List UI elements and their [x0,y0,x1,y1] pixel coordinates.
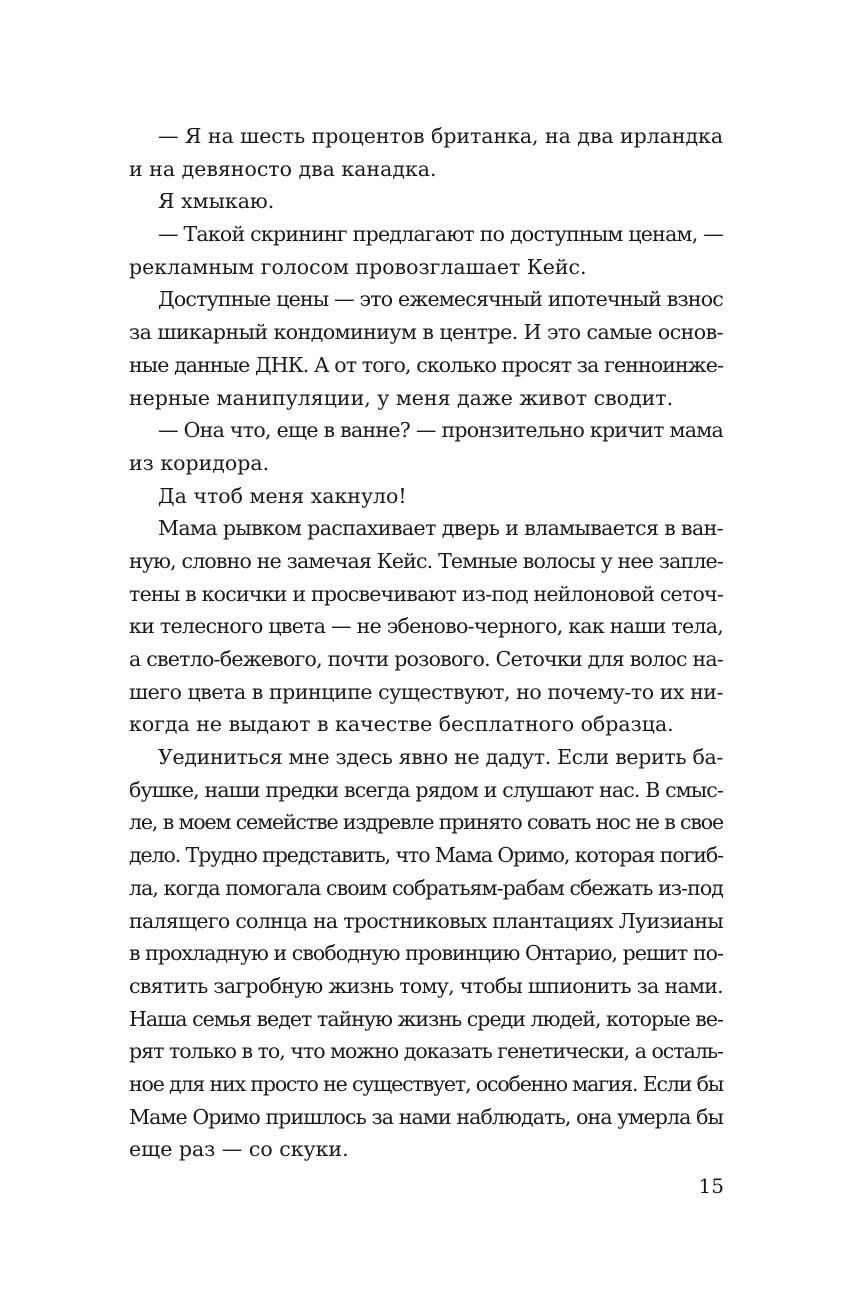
text-line: ное для них просто не существует, особенно магия. Если бы [129,1071,723,1096]
text-line: за шикарный кондоминиум в центре. И это самые основ- [129,320,723,345]
text-line: и на девяносто два канадка. [129,156,437,181]
text-line: ки телесного цвета — не эбеново-черного, как наши тела, [129,614,724,639]
text-line: святить загробную жизнь тому, чтобы шпионить за нами. [129,973,723,998]
text-line: ные данные ДНК. А от того, сколько просят за генноинже- [129,352,723,377]
text-line: ле, в моем семействе издревле принято совать нос не в свое [129,810,724,835]
body-text [129,120,723,1166]
text-line: Доступные цены — это ежемесячный ипотечный взнос [158,287,723,312]
page-number: 15 [698,1174,724,1198]
text-line: Я хмыкаю. [158,189,275,214]
text-line: дело. Трудно представить, что Мама Оримо, которая погиб- [129,843,723,868]
text-line: Да чтоб меня хакнуло! [158,483,407,508]
paragraph [129,512,723,741]
text-line: в прохладную и свободную провинцию Онтарио, решит по- [129,941,723,966]
paragraph [129,185,723,218]
text-line: Маме Оримо пришлось за нами наблюдать, она умерла бы [129,1104,723,1129]
text-line: шего цвета в принципе существуют, но почему-то их ни- [129,679,723,704]
text-line: когда не выдают в качестве бесплатного образца. [129,712,674,737]
text-line: Уединиться мне здесь явно не дадут. Если верить ба- [158,745,724,770]
text-line: а светло-бежевого, почти розового. Сеточки для волос на- [129,647,723,671]
paragraph [129,218,723,283]
paragraph [129,480,723,513]
paragraph [129,120,723,185]
text-line: из коридора. [129,450,270,475]
text-line: Мама рывком распахивает дверь и вламывается в ван- [158,516,723,541]
paragraph [129,283,723,414]
text-line: рекламным голосом провозглашает Кейс. [129,254,587,279]
paragraph [129,741,723,1166]
text-line: бушке, наши предки всегда рядом и слушают нас. В смыс- [129,777,724,802]
text-line: ла, когда помогала своим собратьям-рабам сбежать из-под [129,875,723,900]
text-line: еще раз — со скуки. [129,1137,349,1162]
text-line: ную, словно не замечая Кейс. Темные волосы у нее запле- [129,548,723,573]
text-line: палящего солнца на тростниковых плантациях Луизианы [129,908,723,933]
text-line: — Я на шесть процентов британка, на два ирландка [158,124,723,148]
paragraph [129,414,723,479]
text-line: — Она что, еще в ванне? — пронзительно кричит мама [158,418,724,443]
text-line: Наша семья ведет тайную жизнь среди людей, которые ве- [129,1006,723,1031]
text-line: рят только в то, что можно доказать генетически, а осталь- [129,1039,723,1064]
text-line: нерные манипуляции, у меня даже живот сводит. [129,385,674,410]
text-line: — Такой скрининг предлагают по доступным ценам, — [158,222,723,247]
text-line: тены в косички и просвечивают из-под нейлоновой сеточ- [129,581,723,606]
